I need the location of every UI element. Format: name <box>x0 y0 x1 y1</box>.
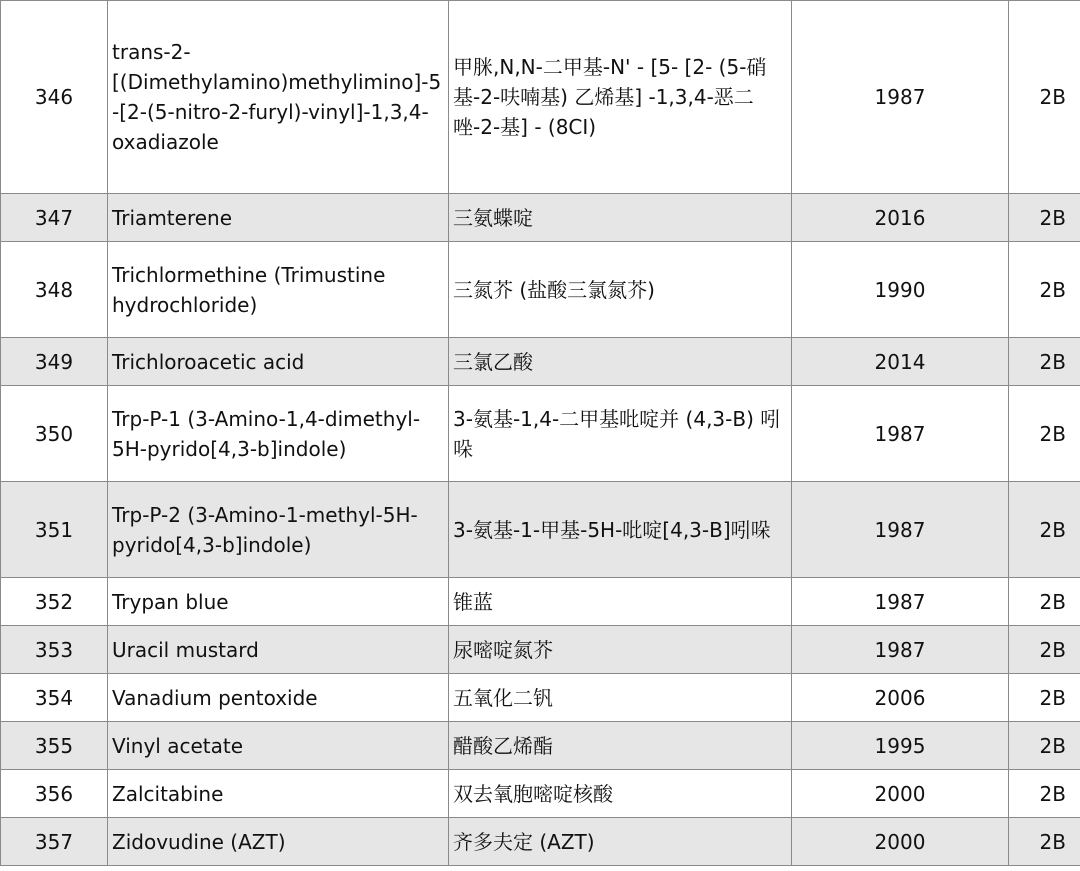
cell-year: 2006 <box>792 674 1009 722</box>
cell-agent-name: Trichloroacetic acid <box>108 338 449 386</box>
cell-number: 357 <box>1 818 108 866</box>
cell-year: 2000 <box>792 818 1009 866</box>
cell-agent-name: trans-2-[(Dimethylamino)methylimino]-5-[2-(5-nitro-2-furyl)-vinyl]-1,3,4-oxadiazole <box>108 1 449 194</box>
cell-year: 1990 <box>792 242 1009 338</box>
cell-year: 1987 <box>792 1 1009 194</box>
cell-chinese-name: 甲脒,N,N-二甲基-N' - [5- [2- (5-硝基-2-呋喃基) 乙烯基] -1,3,4-恶二唑-2-基] - (8CI) <box>449 1 792 194</box>
cell-number: 349 <box>1 338 108 386</box>
cell-chinese-name: 尿嘧啶氮芥 <box>449 626 792 674</box>
cell-number: 346 <box>1 1 108 194</box>
cell-group: 2B <box>1009 338 1080 386</box>
cell-agent-name: Trypan blue <box>108 578 449 626</box>
table-row <box>1 578 1080 626</box>
table-row <box>1 482 1080 578</box>
cell-number: 356 <box>1 770 108 818</box>
cell-group: 2B <box>1009 1 1080 194</box>
cell-year: 1987 <box>792 578 1009 626</box>
cell-chinese-name: 齐多夫定 (AZT) <box>449 818 792 866</box>
table-row <box>1 1 1080 194</box>
cell-agent-name: Trp-P-2 (3-Amino-1-methyl-5H-pyrido[4,3-b]indole) <box>108 482 449 578</box>
table-row <box>1 722 1080 770</box>
cell-group: 2B <box>1009 818 1080 866</box>
cell-group: 2B <box>1009 722 1080 770</box>
cell-agent-name: Trichlormethine (Trimustine hydrochloride) <box>108 242 449 338</box>
cell-group: 2B <box>1009 482 1080 578</box>
cell-group: 2B <box>1009 578 1080 626</box>
cell-agent-name: Trp-P-1 (3-Amino-1,4-dimethyl-5H-pyrido[4,3-b]indole) <box>108 386 449 482</box>
cell-group: 2B <box>1009 770 1080 818</box>
cell-agent-name: Vinyl acetate <box>108 722 449 770</box>
cell-number: 355 <box>1 722 108 770</box>
cell-chinese-name: 三氨蝶啶 <box>449 194 792 242</box>
cell-number: 354 <box>1 674 108 722</box>
cell-year: 1995 <box>792 722 1009 770</box>
cell-year: 1987 <box>792 386 1009 482</box>
cell-agent-name: Uracil mustard <box>108 626 449 674</box>
table-row <box>1 386 1080 482</box>
cell-year: 1987 <box>792 626 1009 674</box>
cell-group: 2B <box>1009 386 1080 482</box>
cell-number: 350 <box>1 386 108 482</box>
cell-chinese-name: 3-氨基-1-甲基-5H-吡啶[4,3-B]吲哚 <box>449 482 792 578</box>
cell-number: 353 <box>1 626 108 674</box>
cell-chinese-name: 醋酸乙烯酯 <box>449 722 792 770</box>
table-row <box>1 674 1080 722</box>
cell-group: 2B <box>1009 194 1080 242</box>
table-row <box>1 770 1080 818</box>
cell-year: 2016 <box>792 194 1009 242</box>
cell-agent-name: Zidovudine (AZT) <box>108 818 449 866</box>
cell-agent-name: Triamterene <box>108 194 449 242</box>
cell-year: 2014 <box>792 338 1009 386</box>
cell-chinese-name: 3-氨基-1,4-二甲基吡啶并 (4,3-B) 吲哚 <box>449 386 792 482</box>
cell-chinese-name: 三氮芥 (盐酸三氯氮芥) <box>449 242 792 338</box>
cell-chinese-name: 五氧化二钒 <box>449 674 792 722</box>
table-row <box>1 194 1080 242</box>
table-row <box>1 626 1080 674</box>
cell-agent-name: Vanadium pentoxide <box>108 674 449 722</box>
cell-chinese-name: 锥蓝 <box>449 578 792 626</box>
cell-group: 2B <box>1009 674 1080 722</box>
table-row <box>1 818 1080 866</box>
cell-chinese-name: 三氯乙酸 <box>449 338 792 386</box>
cell-group: 2B <box>1009 626 1080 674</box>
cell-year: 1987 <box>792 482 1009 578</box>
cell-number: 347 <box>1 194 108 242</box>
cell-number: 351 <box>1 482 108 578</box>
cell-number: 348 <box>1 242 108 338</box>
cell-chinese-name: 双去氧胞嘧啶核酸 <box>449 770 792 818</box>
table-body <box>1 1 1080 866</box>
table-row <box>1 338 1080 386</box>
cell-agent-name: Zalcitabine <box>108 770 449 818</box>
cell-year: 2000 <box>792 770 1009 818</box>
cell-number: 352 <box>1 578 108 626</box>
table-row <box>1 242 1080 338</box>
cell-group: 2B <box>1009 242 1080 338</box>
